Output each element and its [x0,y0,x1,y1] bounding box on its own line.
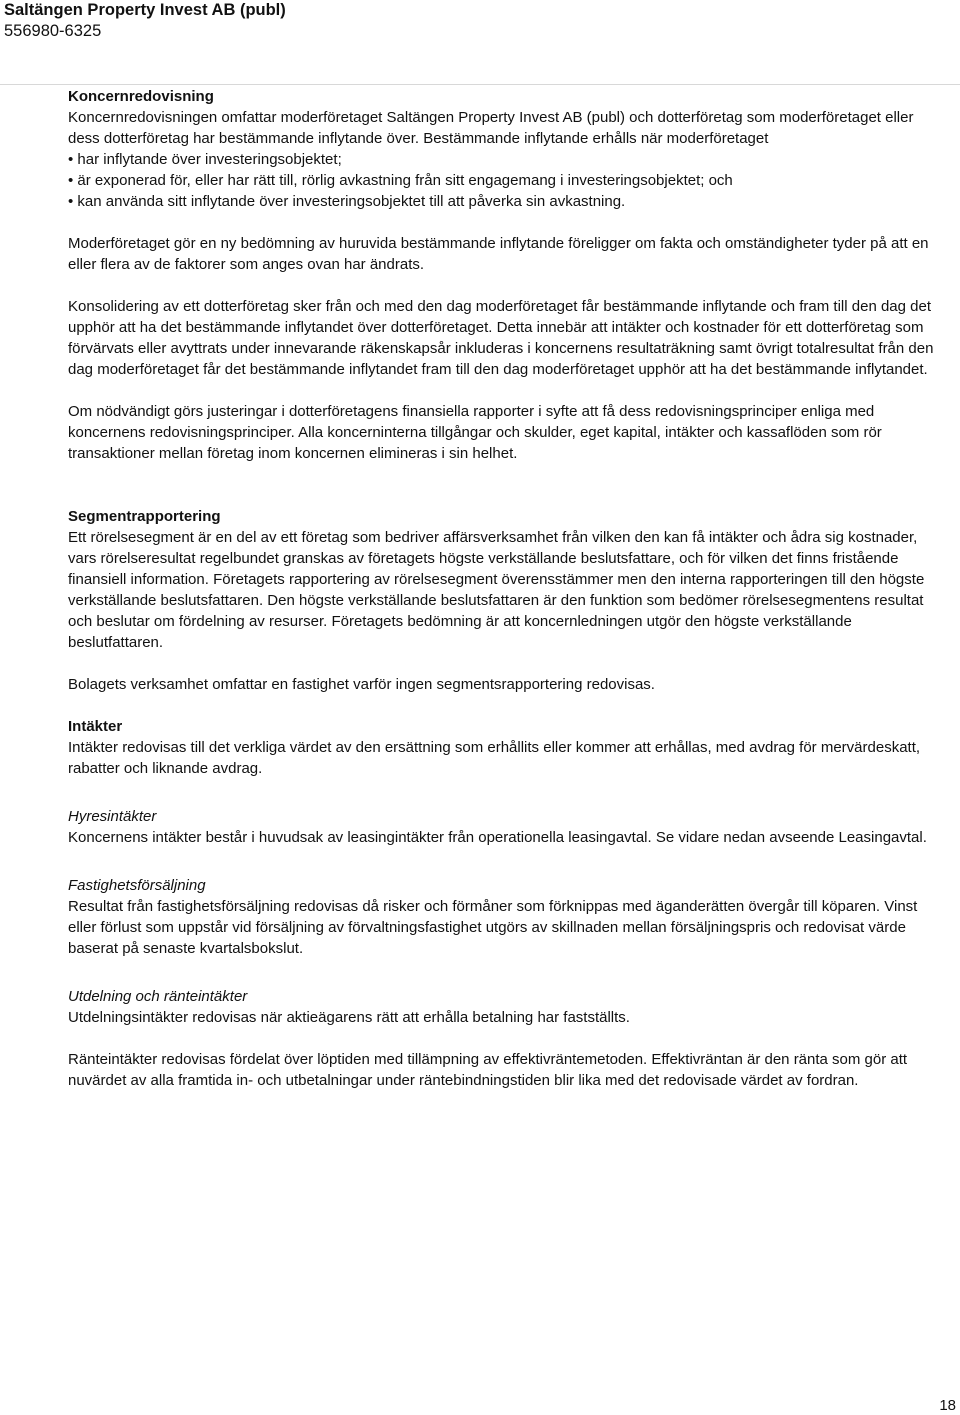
subsection-title-fastighetsforsaljning: Fastighetsförsäljning [68,877,206,894]
page-header [4,0,286,42]
section-intakter [68,716,938,779]
paragraph-intakter-1: Intäkter redovisas till det verkliga värdet av den ersättning som erhållits eller kommer att erhållas, med avdrag för mervärdeskatt, rabatter och liknande avdrag. [68,739,921,777]
company-name: Saltängen Property Invest AB (publ) [4,1,286,19]
paragraph-hyres-1: Koncernens intäkter består i huvudsak av leasingintäkter från operationella leasingavtal. Se vidare nedan avseende Leasingavtal. [68,829,927,846]
paragraph-koncern-2: Moderföretaget gör en ny bedömning av huruvida bestämmande inflytande föreligger om fakta och omständigheter tyder på att en eller flera av de faktorer som anges ovan har ändrats. [68,235,929,273]
section-utdelning [68,986,938,1091]
subsection-title-hyresintakter: Hyresintäkter [68,808,157,825]
paragraph-utdelning-1: Utdelningsintäkter redovisas när aktieägarens rätt att erhålla betalning har fastställts. [68,1009,630,1026]
paragraph-koncern-3: Konsolidering av ett dotterföretag sker från och med den dag moderföretaget får bestämmande inflytande och fram till den dag det upphör att ha det bestämmande inflytandet över dotterföretaget. Detta innebär att intäkter och kostnader för ett dotterföretag som förvärvats eller avyttrats under innevarande räkenskapsår inkluderas i koncernens resultaträkning samt övrigt totalresultat från den dag moderföretaget får det bestämmande inflytandet fram till den dag moderföretaget upphör att ha det bestämmande inflytandet. [68,298,934,378]
section-title-koncernredovisning: Koncernredovisning [68,88,214,105]
bullet-list-influence [68,149,938,212]
paragraph-segment-2: Bolagets verksamhet omfattar en fastighet varför ingen segmentsrapportering redovisas. [68,676,655,693]
paragraph-koncern-intro: Koncernredovisningen omfattar moderföretaget Saltängen Property Invest AB (publ) och dotterföretag som moderföretaget eller dess dotterföretag har bestämmande inflytande över. Bestämmande inflytande erhålls när moderföretaget [68,109,914,147]
org-number: 556980-6325 [4,22,102,40]
section-hyresintakter [68,806,938,848]
section-fastighetsforsaljning [68,875,938,959]
section-title-segmentrapportering: Segmentrapportering [68,508,221,525]
paragraph-fastighet-1: Resultat från fastighetsförsäljning redovisas då risker och förmåner som förknippas med äganderätten övergår till köparen. Vinst eller förlust som uppstår vid försäljning av förvaltningsfastighet utgörs av skillnaden mellan försäljningspris och redovisat värde baserat på senaste kvartalsbokslut. [68,898,918,957]
bullet-item: • har inflytande över investeringsobjektet; [68,149,938,170]
bullet-item: • är exponerad för, eller har rätt till, rörlig avkastning från sitt engagemang i investeringsobjektet; och [68,170,938,191]
page-number: 18 [939,1397,956,1414]
header-divider [0,84,960,85]
section-segmentrapportering [68,506,938,695]
paragraph-utdelning-2: Ränteintäkter redovisas fördelat över löptiden med tillämpning av effektivräntemetoden. Effektivräntan är den ränta som gör att nuvärdet av alla framtida in- och utbetalningar under räntebindningstiden blir lika med det redovisade värdet av fordran. [68,1051,908,1089]
section-title-intakter: Intäkter [68,718,123,735]
document-body [68,86,938,1091]
paragraph-segment-1: Ett rörelsesegment är en del av ett företag som bedriver affärsverksamhet från vilken den kan få intäkter och ådra sig kostnader, vars rörelseresultat regelbundet granskas av företagets högste verkställande beslutsfattare, och för vilken det finns fristående finansiell information. Företagets rapportering av rörelsesegment överensstämmer men den interna rapporteringen till den högste verkställande beslutsfattaren. Den högste verkställande beslutsfattaren är den funktion som bedömer rörelsesegmentens resultat och beslutar om fördelning av resurser. Företagets bedömning är att koncernledningen utgör den högste verkställande beslutfattaren. [68,529,925,651]
bullet-item: • kan använda sitt inflytande över investeringsobjektet till att påverka sin avkastning. [68,191,938,212]
subsection-title-utdelning: Utdelning och ränteintäkter [68,988,248,1005]
paragraph-koncern-4: Om nödvändigt görs justeringar i dotterföretagens finansiella rapporter i syfte att få dess redovisningsprinciper enliga med koncernens redovisningsprinciper. Alla koncerninterna tillgångar och skulder, eget kapital, intäkter och kassaflöden som rör transaktioner mellan företag inom koncernen elimineras i sin helhet. [68,403,882,462]
section-koncernredovisning [68,86,938,464]
